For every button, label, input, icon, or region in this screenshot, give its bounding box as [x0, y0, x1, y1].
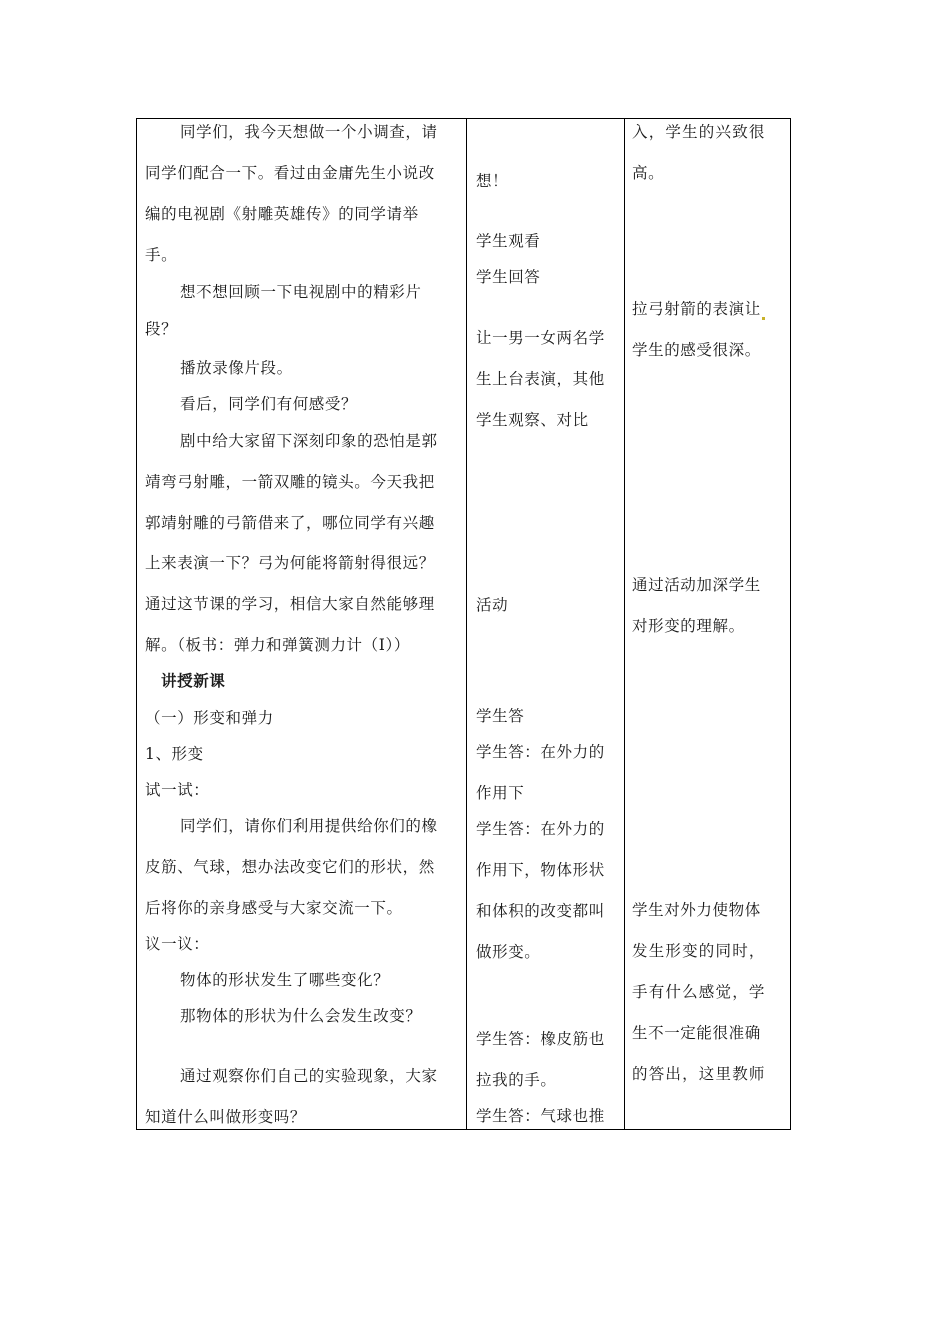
text-line: 和体积的改变都叫 [476, 902, 605, 920]
text-line: 后将你的亲身感受与大家交流一下。 [145, 899, 403, 917]
text-line: 活动 [476, 596, 509, 614]
text-line: 同学们配合一下。看过由金庸先生小说改 [145, 164, 435, 182]
text-line: 剧中给大家留下深刻印象的恐怕是郭 [180, 432, 438, 450]
text-line: 议一议： [145, 935, 210, 953]
text-line: 段？ [145, 320, 178, 338]
text-line: 通过观察你们自己的实验现象，大家 [180, 1067, 438, 1085]
text-line: 想不想回顾一下电视剧中的精彩片 [180, 283, 422, 301]
text-line: 想！ [476, 172, 509, 190]
text-line: 发生形变的同时， [632, 942, 766, 960]
text-line: 作用下 [476, 784, 525, 802]
text-line: 生上台表演，其他 [476, 370, 605, 388]
text-line: 学生观看 [476, 232, 541, 250]
text-line: 高。 [632, 164, 665, 182]
text-line: 学生观察、对比 [476, 411, 589, 429]
text-line: 看后，同学们有何感受？ [180, 395, 358, 413]
text-line: 学生答 [476, 707, 525, 725]
text-line: 做形变。 [476, 943, 541, 961]
text-line: 学生答：在外力的 [476, 743, 605, 761]
lesson-plan-table [136, 118, 791, 1130]
teacher-activity-column [137, 119, 466, 1129]
text-line: 郭靖射雕的弓箭借来了，哪位同学有兴趣 [145, 514, 435, 532]
text-line: 通过活动加深学生 [632, 576, 761, 594]
text-line: 学生对外力使物体 [632, 901, 761, 919]
text-line: 学生答：气球也推 [476, 1107, 605, 1125]
text-line: 学生的感受很深。 [632, 341, 761, 359]
text-line: 皮筋、气球，想办法改变它们的形状，然 [145, 858, 435, 876]
text-line: 1、形变 [145, 745, 204, 763]
text-line: 学生回答 [476, 268, 541, 286]
text-line: 对形变的理解。 [632, 617, 745, 635]
design-intent-column [625, 119, 791, 1129]
text-line: 通过这节课的学习，相信大家自然能够理 [145, 595, 435, 613]
text-line: 同学们，请你们利用提供给你们的橡 [180, 817, 438, 835]
text-line: 试一试： [145, 781, 210, 799]
text-line: （一）形变和弹力 [145, 709, 274, 727]
text-line: 的答出，这里教师 [632, 1065, 766, 1083]
text-line: 物体的形状发生了哪些变化？ [180, 971, 390, 989]
text-line: 靖弯弓射雕，一箭双雕的镜头。今天我把 [145, 473, 435, 491]
marker-dot [762, 317, 765, 320]
text-line: 学生答：橡皮筋也 [476, 1030, 605, 1048]
text-line: 那物体的形状为什么会发生改变？ [180, 1007, 422, 1025]
text-line: 编的电视剧《射雕英雄传》的同学请举 [145, 205, 419, 223]
text-line: 作用下，物体形状 [476, 861, 605, 879]
text-line: 解。（板书：弹力和弹簧测力计（I）） [145, 636, 410, 654]
text-line: 手有什么感觉，学 [632, 983, 766, 1001]
text-line: 生不一定能很准确 [632, 1024, 761, 1042]
section-heading: 讲授新课 [161, 671, 226, 690]
text-line: 拉弓射箭的表演让 [632, 299, 766, 320]
text-line: 手。 [145, 246, 178, 264]
text-line: 拉我的手。 [476, 1071, 557, 1089]
text-line: 学生答：在外力的 [476, 820, 605, 838]
text-line: 让一男一女两名学 [476, 329, 605, 347]
text-line: 播放录像片段。 [180, 359, 293, 377]
text-line: 上来表演一下？弓为何能将箭射得很远？ [145, 554, 435, 572]
text-line: 知道什么叫做形变吗？ [145, 1108, 307, 1126]
text-line: 入，学生的兴致很 [632, 123, 766, 141]
text-line: 同学们，我今天想做一个小调查，请 [180, 123, 438, 141]
student-activity-column [467, 119, 624, 1129]
